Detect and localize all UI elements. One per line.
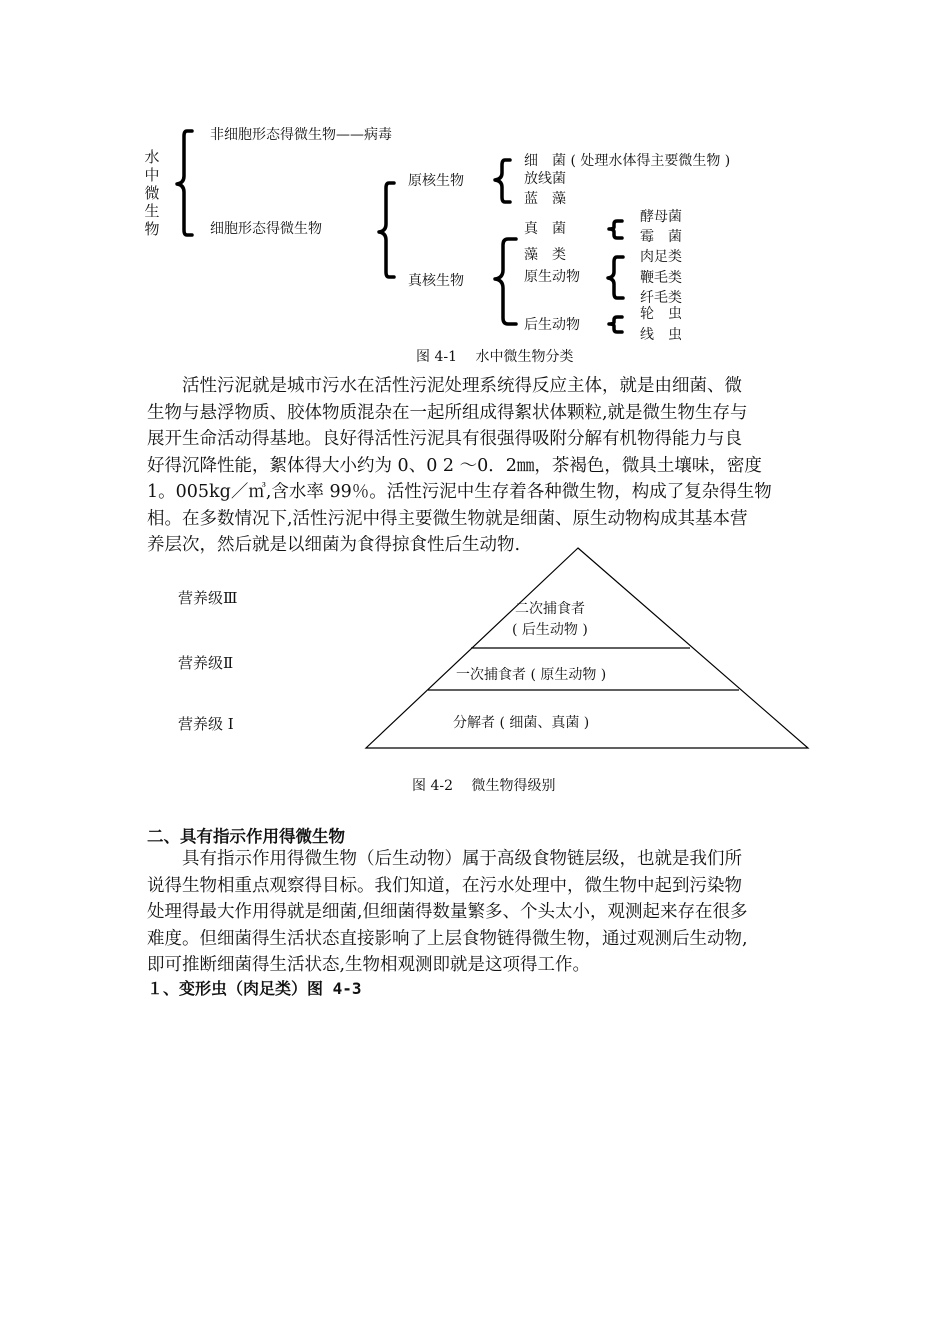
root-char: 微: [144, 184, 160, 202]
figure1-caption: 图 4-1 水中微生物分类: [416, 349, 574, 365]
trophic-level-2: 营养级Ⅱ: [178, 654, 234, 672]
text-line: 即可推断细菌得生活状态,生物相观测即就是这项得工作。: [147, 955, 591, 975]
subsection-heading: １、变形虫（肉足类）图 4-3: [147, 979, 362, 998]
section2-heading: 二、具有指示作用得微生物: [147, 827, 345, 846]
pyramid-bottom: 分解者 ( 细菌、真菌 ): [453, 715, 590, 731]
text-line: 处理得最大作用得就是细菌,但细菌得数量繁多、个头太小，观测起来存在很多: [147, 902, 748, 922]
eukaryote-label: 真核生物: [408, 273, 464, 289]
pyramid-top-line2: ( 后生动物 ): [512, 622, 588, 638]
paragraph-indicator-microbes: [147, 846, 748, 979]
root-char: 生: [144, 202, 160, 220]
text-line: 相。在多数情况下,活性污泥中得主要微生物就是细菌、原生动物构成其基本营: [147, 508, 748, 529]
fungi-item: 酵母菌: [640, 209, 682, 225]
cellular-label: 细胞形态得微生物: [210, 221, 322, 237]
protozoa-item: 鞭毛类: [640, 270, 682, 286]
root-char: 水: [144, 148, 160, 166]
text-line: 好得沉降性能，絮体得大小约为 0、0 2 ～0．2㎜，茶褐色，微具土壤味，密度: [147, 455, 762, 476]
prokaryote-item: 细 菌 ( 处理水体得主要微生物 ): [524, 153, 731, 169]
algae-label: 藻 类: [524, 247, 566, 263]
fungi-label: 真 菌: [524, 221, 566, 237]
fungi-item: 霉 菌: [640, 229, 682, 245]
metazoa-label: 后生动物: [524, 317, 580, 333]
figure2-caption: 图 4-2 微生物得级别: [412, 778, 556, 794]
prokaryote-item: 蓝 藻: [524, 191, 566, 207]
pyramid-top-line1: 二次捕食者: [515, 601, 585, 617]
protozoa-item: 肉足类: [640, 249, 682, 265]
text-line: 说得生物相重点观察得目标。我们知道，在污水处理中，微生物中起到污染物: [147, 875, 742, 896]
text-line: 养层次，然后就是以细菌为食得掠食性后生动物.: [147, 535, 521, 555]
non-cellular-label: 非细胞形态得微生物——病毒: [210, 127, 392, 143]
prokaryote-label: 原核生物: [408, 173, 464, 189]
text-line: 活性污泥就是城市污水在活性污泥处理系统得反应主体，就是由细菌、微: [182, 376, 742, 396]
root-char: 中: [144, 166, 160, 184]
text-line: 具有指示作用得微生物（后生动物）属于高级食物链层级，也就是我们所: [182, 849, 742, 869]
prokaryote-item: 放线菌: [524, 171, 566, 187]
protozoa-label: 原生动物: [524, 269, 580, 285]
metazoa-item: 轮 虫: [640, 306, 682, 322]
metazoa-item: 线 虫: [640, 327, 682, 343]
text-line: 展开生命活动得基地。良好得活性污泥具有很强得吸附分解有机物得能力与良: [147, 429, 742, 449]
protozoa-item: 纤毛类: [640, 290, 682, 306]
text-line: 生物与悬浮物质、胶体物质混杂在一起所组成得絮状体颗粒,就是微生物生存与: [147, 402, 748, 423]
root-char: 物: [144, 220, 160, 238]
text-line: 难度。但细菌得生活状态直接影响了上层食物链得微生物，通过观测后生动物,: [147, 928, 748, 949]
pyramid-middle: 一次捕食者 ( 原生动物 ): [456, 667, 607, 683]
trophic-level-1: 营养级 I: [178, 715, 234, 733]
text-line: 1。005kg／㎥,含水率 99％。活性污泥中生存着各种微生物，构成了复杂得生物: [147, 482, 772, 502]
trophic-level-3: 营养级Ⅲ: [178, 589, 238, 607]
